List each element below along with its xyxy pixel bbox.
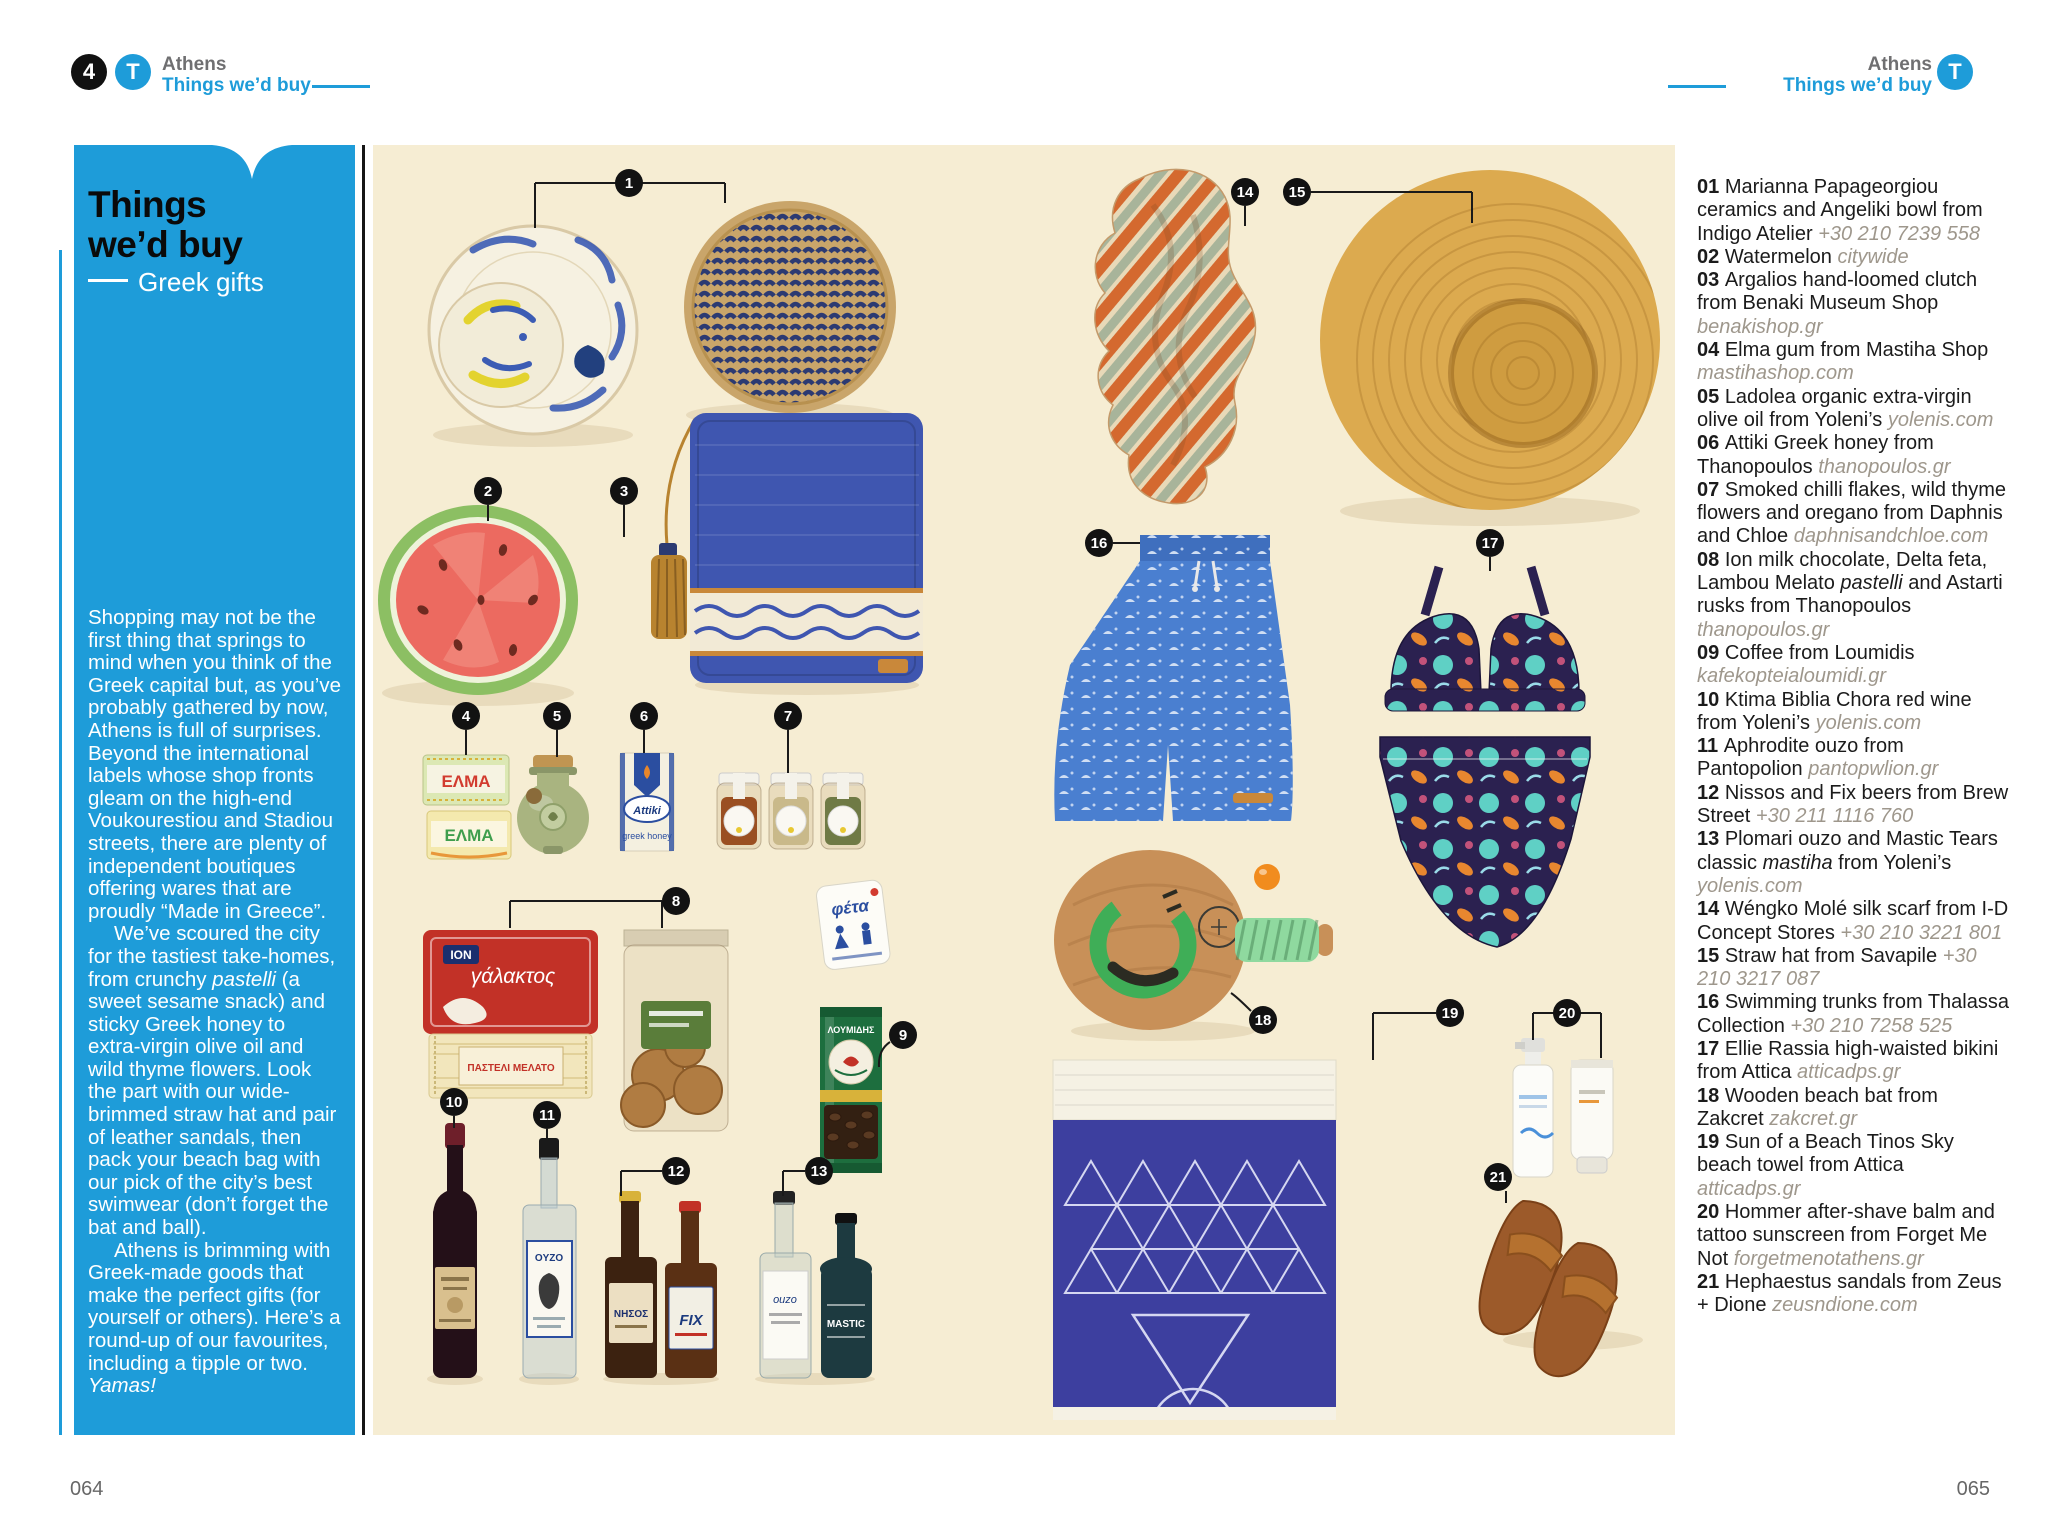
item-number: 09 [1697, 641, 1725, 664]
gift-list-item-15 [1697, 945, 2009, 992]
item-contact: atticadps.gr [1797, 1061, 1901, 1084]
subtitle-dash [88, 279, 128, 282]
chocolate-brand: ION [450, 948, 472, 962]
item-description: Wooden beach bat from Zakcret [1697, 1084, 1938, 1130]
leader-line [1244, 206, 1246, 226]
sidebar-paragraph [88, 607, 342, 923]
item-description: Sun of a Beach Tinos Sky beach towel from Attica [1697, 1131, 1954, 1177]
paragraph-text: Shopping may not be the first thing that springs to mind when you think of the Greek capital but, as you’ve probably gathered by now, Athens is full of surprises. Beyond the international labels whose shop fronts gleam on the high-end Voukourestiou and Stadiou streets, there are plenty of independent boutiques offering wares that are proudly “Made in Greece”. [88, 606, 341, 923]
item-number: 10 [1697, 688, 1725, 711]
item-number: 11 [1697, 735, 1724, 758]
leader-line [1505, 1191, 1507, 1203]
paragraph-text: (a sweet sesame snack) and sticky Greek honey to extra-virgin olive oil and wild thyme flowers. Look the part with our wide-brimmed straw hat and pair of leather sandals, then pack your beach bag with our pick of the city’s best swimwear (don’t forget the bat and ball). [88, 967, 337, 1240]
gift-list-item-04 [1697, 339, 2009, 386]
header-section: Things we’d buy [1783, 75, 1932, 96]
item-description: Ladolea organic extra-virgin olive oil from Yoleni’s [1697, 385, 1972, 431]
beer-nissos-label: ΝΗΣΟΣ [613, 1309, 649, 1320]
gift-list-item-02 [1697, 246, 2009, 269]
marker-layer [373, 145, 1675, 1435]
item-contact: thanopoulos.gr [1818, 455, 1951, 478]
gift-list-item-10 [1697, 689, 2009, 736]
page-number-right: 065 [1956, 1478, 1990, 1500]
item-marker-5: 5 [543, 702, 571, 730]
gift-list-item-06 [1697, 432, 2009, 479]
item-description: Wéngko Molé silk scarf from I-D Concept Stores [1697, 898, 2009, 944]
item-contact: pantopwlion.gr [1808, 758, 1939, 781]
leader-line [556, 730, 558, 757]
honey-brand: Attiki [633, 805, 661, 817]
title-line2: we’d buy [88, 224, 243, 265]
item-number: 14 [1697, 898, 1725, 921]
leader-line [1113, 542, 1140, 544]
leader-line [620, 1171, 622, 1196]
leader-line [546, 1129, 548, 1141]
page-number-badge: 4 [71, 54, 107, 90]
gift-list-item-12 [1697, 782, 2009, 829]
leader-line [1311, 191, 1472, 193]
leader-line [623, 505, 625, 537]
item-number: 08 [1697, 548, 1725, 571]
item-marker-20: 20 [1553, 999, 1581, 1027]
gift-list-item-07 [1697, 479, 2009, 549]
plomari-label: ouzo [773, 1294, 797, 1306]
item-marker-1: 1 [615, 169, 643, 197]
item-contact: mastihashop.com [1697, 362, 1854, 385]
mastic-label: MASTIC [826, 1319, 866, 1330]
item-number: 04 [1697, 339, 1725, 362]
paragraph-text: Athens is brimming with Greek-made goods that make the perfect gifts (for yourself or others). Here’s a round-up of our favourites, including a tipple or two. [88, 1238, 341, 1375]
title-line1: Things [88, 184, 207, 225]
section-t-badge: T [115, 54, 151, 90]
leader-line [782, 1171, 784, 1196]
item-number: 06 [1697, 432, 1725, 455]
paragraph-text: pastelli [212, 967, 276, 991]
gift-list-item-18 [1697, 1085, 2009, 1132]
feta-label: φέτα [830, 895, 870, 920]
item-number: 07 [1697, 478, 1725, 501]
leader-line [621, 1170, 662, 1172]
item-description: Watermelon [1724, 245, 1838, 268]
item-number: 05 [1697, 385, 1725, 408]
gift-list-item-19 [1697, 1131, 2009, 1201]
item-marker-16: 16 [1085, 529, 1113, 557]
product-photo-area [373, 145, 1675, 1435]
item-contact: +30 210 7239 558 [1818, 222, 1981, 245]
item-number: 21 [1697, 1270, 1725, 1293]
header-dash [312, 85, 370, 88]
page-subtitle [88, 267, 264, 298]
item-description: Smoked chilli flakes, wild thyme flowers and oregano from Daphnis and Chloe [1697, 478, 2007, 548]
leader-line [1600, 1013, 1602, 1058]
leader-line [1489, 557, 1491, 571]
item-marker-11: 11 [533, 1101, 561, 1129]
gift-list-item-01 [1697, 176, 2009, 246]
item-contact: benakishop.gr [1697, 315, 1823, 338]
item-marker-19: 19 [1436, 999, 1464, 1027]
item-number: 16 [1697, 991, 1725, 1014]
section-t-badge: T [1937, 54, 1973, 90]
item-number: 12 [1697, 781, 1725, 804]
item-number: 17 [1697, 1037, 1725, 1060]
item-number: 13 [1697, 828, 1725, 851]
gift-list-item-17 [1697, 1038, 2009, 1085]
item-contact: forgetmenotathens.gr [1733, 1247, 1924, 1270]
item-number: 18 [1697, 1084, 1725, 1107]
item-contact: +30 211 1116 760 [1755, 805, 1914, 828]
leader-line [724, 183, 726, 203]
sidebar [74, 145, 355, 1435]
gum-brand-1: ΕΛΜΑ [441, 772, 491, 791]
item-marker-8: 8 [662, 887, 690, 915]
leader-line [643, 730, 645, 753]
chocolate-script: γάλακτος [470, 965, 556, 988]
item-number: 03 [1697, 269, 1725, 292]
item-marker-12: 12 [662, 1157, 690, 1185]
item-contact: daphnisandchloe.com [1793, 525, 1989, 548]
item-marker-3: 3 [610, 477, 638, 505]
item-description: Attiki Greek honey from Thanopoulos [1697, 432, 1934, 478]
gift-list-item-03 [1697, 269, 2009, 339]
coffee-brand: ΛΟΥΜΙΔΗΣ [827, 1025, 875, 1035]
header-dash [1668, 85, 1726, 88]
item-marker-6: 6 [630, 702, 658, 730]
item-marker-10: 10 [440, 1088, 468, 1116]
margin-rule [59, 250, 62, 1435]
leader-line [1373, 1012, 1436, 1014]
leader-line [534, 183, 536, 228]
item-contact: +30 210 3217 087 [1697, 944, 1977, 991]
item-description: mastiha [1762, 851, 1833, 874]
item-marker-9: 9 [889, 1021, 917, 1049]
gift-list-item-13 [1697, 828, 2009, 898]
item-contact: yolenis.com [1887, 408, 1994, 431]
leader-line [1532, 1013, 1534, 1040]
item-marker-13: 13 [805, 1157, 833, 1185]
item-description: Nissos and Fix beers from Brew Street [1697, 781, 2009, 828]
gift-list-item-08 [1697, 549, 2009, 642]
intro-text [88, 607, 342, 1398]
item-number: 02 [1697, 245, 1725, 268]
gift-list [1697, 176, 2009, 1318]
item-description: Ellie Rassia high-waisted bikini from Attica [1697, 1037, 1999, 1084]
leader-line [1471, 192, 1473, 223]
paragraph-text: Yamas! [88, 1374, 156, 1398]
pastelli-label: ΠΑΣΤΕΛΙ ΜΕΛΑΤΟ [467, 1063, 555, 1074]
item-marker-7: 7 [774, 702, 802, 730]
paragraph-text: We’ve scoured the city for the tastiest take-homes, from crunchy [88, 922, 336, 991]
item-contact: zakcret.gr [1769, 1107, 1858, 1130]
item-marker-14: 14 [1231, 178, 1259, 206]
sidebar-paragraph [88, 1240, 342, 1398]
page-number-left: 064 [70, 1478, 104, 1500]
item-contact: yolenis.com [1815, 711, 1922, 734]
item-description: Hephaestus sandals from Zeus + Dione [1697, 1270, 2002, 1317]
leader-line [453, 1116, 455, 1128]
item-contact: citywide [1837, 245, 1909, 268]
item-description: Swimming trunks from Thalassa Collection [1697, 991, 2009, 1037]
sidebar-notch [212, 145, 292, 181]
subtitle-text: Greek gifts [138, 267, 264, 297]
item-number: 19 [1697, 1131, 1725, 1154]
item-marker-15: 15 [1283, 178, 1311, 206]
item-description: Straw hat from Savapile [1724, 944, 1943, 967]
item-number: 15 [1697, 944, 1725, 967]
item-description: Ktima Biblia Chora red wine from Yoleni’s [1697, 688, 1972, 734]
leader-line [1372, 1013, 1374, 1060]
item-description: Elma gum from Mastiha Shop [1724, 339, 1989, 362]
gift-list-item-05 [1697, 386, 2009, 433]
gum-brand-2: ΕΛΜΑ [444, 826, 494, 845]
leader-line [465, 730, 467, 755]
divider-rule [362, 145, 365, 1435]
page-title [88, 185, 242, 265]
leader-line [509, 901, 511, 928]
leader-line [783, 1170, 805, 1172]
item-description: from Yoleni’s [1832, 851, 1952, 874]
item-description: Ion milk chocolate, Delta feta, Lambou Melato [1697, 548, 1988, 595]
gift-list-item-09 [1697, 642, 2009, 689]
item-marker-21: 21 [1484, 1163, 1512, 1191]
item-marker-4: 4 [452, 702, 480, 730]
header-city: Athens [1867, 54, 1932, 75]
beer-fix-label: FIX [679, 1312, 703, 1329]
item-marker-2: 2 [474, 477, 502, 505]
item-contact: thanopoulos.gr [1697, 618, 1830, 641]
item-contact: kafekopteialoumidi.gr [1697, 665, 1886, 688]
item-description: pastelli [1840, 572, 1903, 595]
ouzo-label: OYZO [534, 1253, 564, 1264]
item-description: Aphrodite ouzo from Pantopolion [1697, 735, 1904, 781]
gift-list-item-20 [1697, 1201, 2009, 1271]
gift-list-item-16 [1697, 991, 2009, 1038]
honey-caption: greek honey [622, 831, 672, 841]
sidebar-paragraph [88, 923, 342, 1239]
item-number: 20 [1697, 1201, 1725, 1224]
item-description: Marianna Papageorgiou ceramics and Angeliki bowl from Indigo Atelier [1697, 176, 1983, 245]
header-city: Athens [162, 54, 227, 75]
item-description: Plomari ouzo and Mastic Tears classic [1697, 828, 1998, 874]
gift-list-item-21 [1697, 1271, 2009, 1318]
leader-line [487, 505, 489, 521]
item-contact: zeusndione.com [1772, 1294, 1918, 1317]
gift-list-item-14 [1697, 898, 2009, 945]
item-description: Argalios hand-loomed clutch from Benaki Museum Shop [1697, 269, 1978, 315]
leader-line [510, 900, 662, 902]
item-description: Coffee from Loumidis [1724, 641, 1915, 664]
item-number: 01 [1697, 176, 1725, 198]
item-description: Hommer after-shave balm and tattoo sunscreen from Forget Me Not [1697, 1201, 1995, 1270]
item-contact: +30 210 7258 525 [1790, 1014, 1953, 1037]
item-marker-18: 18 [1249, 1006, 1277, 1034]
item-contact: yolenis.com [1697, 874, 1803, 897]
header-section: Things we’d buy [162, 75, 311, 96]
gift-list-item-11 [1697, 735, 2009, 782]
item-contact: +30 210 3221 801 [1840, 921, 2003, 944]
item-marker-17: 17 [1476, 529, 1504, 557]
item-description: and Astarti rusks from Thanopoulos [1697, 572, 2003, 618]
item-contact: atticadps.gr [1697, 1177, 1801, 1200]
leader-line [787, 730, 789, 773]
